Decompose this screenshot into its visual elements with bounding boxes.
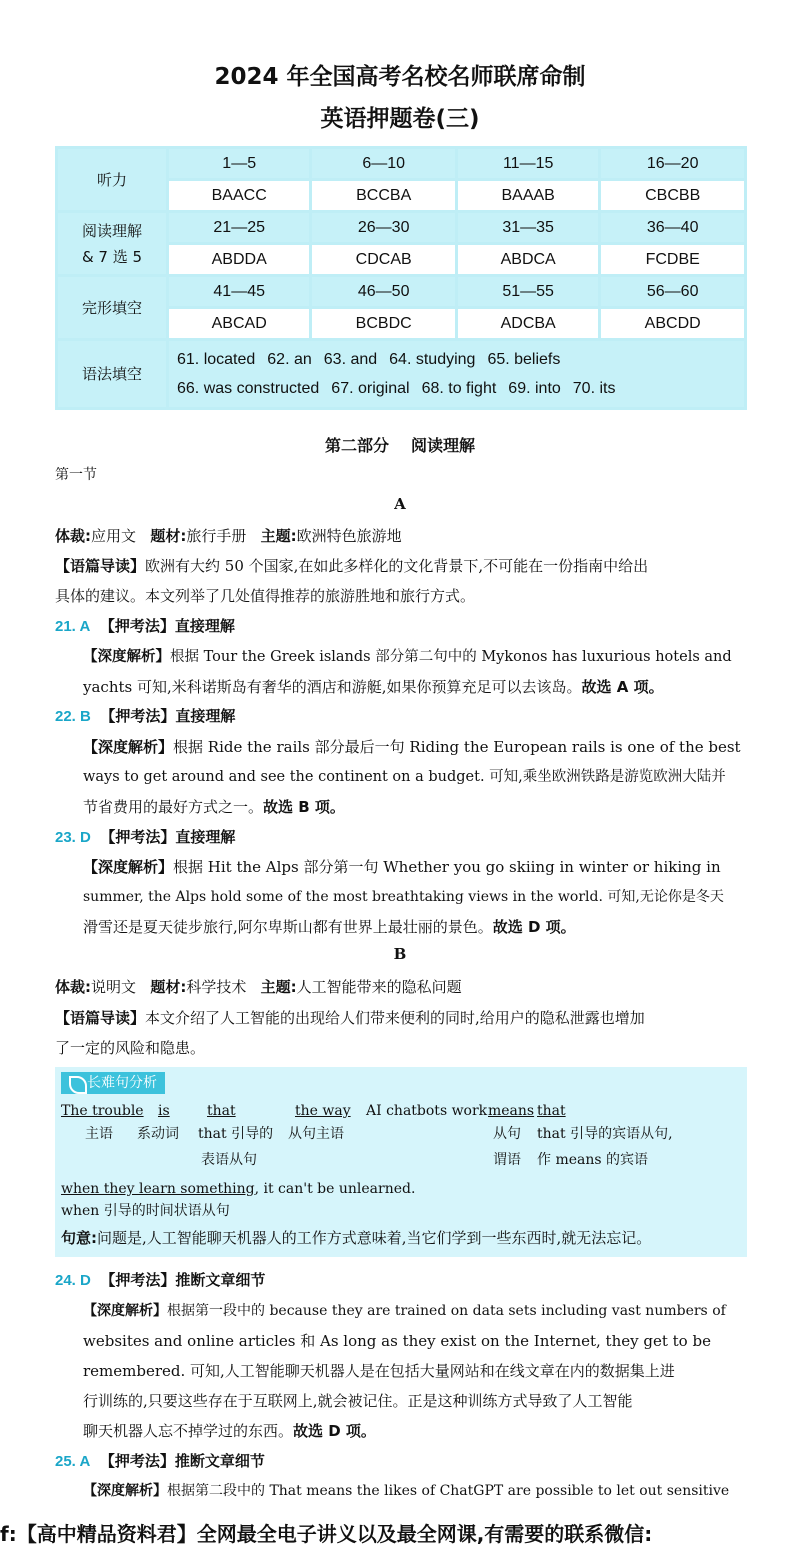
passage-meta — [55, 975, 745, 999]
meaning-label: 句意: — [61, 1229, 97, 1247]
question-number: 23. D — [55, 829, 91, 846]
answer-cell: BAAAB — [456, 180, 599, 212]
sentence-word: that — [537, 1103, 566, 1119]
analysis-25 — [83, 1479, 745, 1503]
analysis-text: 根据第二段中的 That means the likes of ChatGPT are possible to let out sensitive — [167, 1483, 730, 1499]
answer-cell: ABDDA — [168, 244, 311, 276]
section-heading: 第一节 — [55, 467, 97, 483]
grammar-answer: 67. original — [331, 380, 410, 397]
passage-letter-a: A — [394, 495, 406, 513]
meta-value: 说明文 — [91, 978, 137, 996]
analysis-label: 【深度解析】 — [83, 858, 174, 876]
analysis-text: 聊天机器人忘不掉学过的东西。 — [83, 1422, 294, 1440]
grammar-answer: 70. its — [572, 380, 616, 397]
analysis-label: 【深度解析】 — [83, 649, 170, 665]
cat-cloze: 完形填空 — [57, 276, 168, 340]
answer-conclusion: 故选 D 项。 — [492, 918, 576, 936]
sentence-meaning — [61, 1227, 651, 1248]
grammar-answer: 66. was constructed — [177, 380, 320, 397]
sentence-word: means — [488, 1103, 535, 1119]
leaf-icon — [69, 1076, 87, 1094]
range-cell: 26—30 — [311, 212, 457, 244]
sentence-word: AI chatbots work — [366, 1103, 488, 1119]
range-cell: 31—35 — [456, 212, 599, 244]
analysis-label: 【深度解析】 — [83, 738, 174, 756]
question-22 — [55, 704, 745, 729]
range-cell: 41—45 — [168, 276, 311, 308]
answer-cell: CDCAB — [311, 244, 457, 276]
sentence-word: is — [158, 1103, 170, 1119]
grammar-note: 系动词 — [137, 1126, 179, 1142]
grammar-answer: 62. an — [267, 351, 312, 368]
sentence-word: that — [207, 1103, 236, 1119]
analysis-label: 【深度解析】 — [83, 1483, 167, 1499]
grammar-note: 作 means 的宾语 — [537, 1152, 649, 1168]
intro-text: 欧洲有大约 50 个国家,在如此多样化的文化背景下,不可能在一份指南中给出 — [145, 557, 649, 575]
question-23 — [55, 825, 745, 850]
meta-key: 主题: — [260, 527, 297, 545]
answer-table — [55, 146, 747, 410]
analysis-23 — [83, 855, 745, 879]
analysis-24-cont3: 行训练的,只要这些存在于互联网上,就会被记住。正是这种训练方式导致了人工智能 — [83, 1392, 633, 1410]
grammar-note: 谓语 — [493, 1152, 521, 1168]
answer-cell: ABDCA — [456, 244, 599, 276]
method-label: 【押考法】直接理解 — [100, 707, 236, 725]
cat-reading-line1: 阅读理解 — [81, 221, 142, 240]
part-heading — [0, 433, 800, 456]
question-24 — [55, 1268, 745, 1293]
cat-reading-line2: & 7 选 5 — [81, 247, 143, 266]
grammar-answers — [168, 340, 746, 409]
meta-value: 欧洲特色旅游地 — [296, 527, 402, 545]
grammar-answer: 69. into — [508, 380, 561, 397]
grammar-note: 主语 — [85, 1126, 113, 1142]
sentence-word: the way — [295, 1103, 351, 1119]
range-cell: 11—15 — [456, 148, 599, 180]
sentence-word: The trouble — [61, 1103, 144, 1119]
passage-intro-cont: 了一定的风险和隐患。 — [55, 1039, 206, 1057]
analysis-label: 【深度解析】 — [83, 1303, 167, 1319]
meta-key: 题材: — [150, 527, 187, 545]
grammar-answer: 64. studying — [389, 351, 476, 368]
answer-cell: ADCBA — [456, 308, 599, 340]
meta-value: 应用文 — [91, 527, 137, 545]
grammar-answer: 65. beliefs — [487, 351, 561, 368]
method-label: 【押考法】推断文章细节 — [99, 1452, 265, 1470]
grammar-note: that 引导的宾语从句, — [537, 1126, 673, 1142]
footer-banner: f:【高中精品资料君】全网最全电子讲义以及最全网课,有需要的联系微信: — [0, 1522, 653, 1546]
analysis-text: 根据 Tour the Greek islands 部分第二句中的 Mykonos has luxurious hotels and — [170, 649, 732, 665]
sentence-analysis-box — [55, 1067, 747, 1257]
grammar-answer: 61. located — [177, 351, 256, 368]
range-cell: 1—5 — [168, 148, 311, 180]
analysis-text: 节省费用的最好方式之一。 — [83, 798, 264, 816]
grammar-note: 从句主语 — [288, 1126, 344, 1142]
range-cell: 36—40 — [600, 212, 746, 244]
analysis-text: yachts 可知,米科诺斯岛有奢华的酒店和游艇,如果你预算充足可以去该岛。 — [83, 678, 582, 696]
analysis-header — [61, 1072, 165, 1094]
question-number: 25. A — [55, 1453, 91, 1470]
answer-cell: BCBDC — [311, 308, 457, 340]
analysis-22 — [83, 735, 745, 759]
meaning-text: 问题是,人工智能聊天机器人的工作方式意味着,当它们学到一些东西时,就无法忘记。 — [97, 1229, 652, 1247]
intro-label: 【语篇导读】 — [55, 557, 146, 575]
analysis-text: 根据 Hit the Alps 部分第一句 Whether you go skiing in winter or hiking in — [173, 858, 721, 876]
question-25 — [55, 1449, 745, 1474]
sentence-clause — [61, 1181, 415, 1197]
question-number: 21. A — [55, 618, 91, 635]
analysis-23-cont2 — [83, 915, 745, 939]
answer-conclusion: 故选 B 项。 — [263, 798, 345, 816]
meta-value: 人工智能带来的隐私问题 — [296, 978, 462, 996]
meta-key: 体裁: — [55, 527, 91, 545]
analysis-24-cont4 — [83, 1419, 745, 1443]
analysis-header-text: 长难句分析 — [87, 1075, 157, 1091]
passage-intro — [55, 554, 745, 578]
analysis-text: 根据第一段中的 because they are trained on data sets including vast numbers of — [167, 1303, 726, 1319]
range-cell: 6—10 — [311, 148, 457, 180]
analysis-24-cont: websites and online articles 和 As long as they exist on the Internet, they get to be — [83, 1332, 711, 1350]
answer-cell: ABCDD — [600, 308, 746, 340]
grammar-answer: 63. and — [323, 351, 378, 368]
intro-text: 本文介绍了人工智能的出现给人们带来便利的同时,给用户的隐私泄露也增加 — [145, 1009, 645, 1027]
method-label: 【押考法】直接理解 — [99, 617, 235, 635]
analysis-22-cont2 — [83, 795, 745, 819]
grammar-answer: 68. to fight — [421, 380, 497, 397]
cat-listening: 听力 — [57, 148, 168, 212]
cat-reading — [57, 212, 168, 276]
range-cell: 16—20 — [600, 148, 746, 180]
meta-key: 体裁: — [55, 978, 91, 996]
analysis-22-cont: ways to get around and see the continent on a budget. 可知,乘坐欧洲铁路是游览欧洲大陆并 — [83, 769, 726, 785]
sentence-word: when they learn something — [61, 1181, 255, 1197]
grammar-note: 表语从句 — [201, 1152, 257, 1168]
analysis-24 — [83, 1299, 745, 1323]
grammar-note: that 引导的 — [198, 1126, 274, 1142]
question-number: 22. B — [55, 708, 91, 725]
question-21 — [55, 614, 745, 639]
analysis-23-cont: summer, the Alps hold some of the most breathtaking views in the world. 可知,无论你是冬天 — [83, 889, 724, 905]
exam-title: 2024 年全国高考名校名师联席命制 — [214, 64, 586, 90]
question-number: 24. D — [55, 1272, 91, 1289]
intro-label: 【语篇导读】 — [55, 1009, 146, 1027]
meta-value: 科学技术 — [186, 978, 247, 996]
answer-cell: FCDBE — [600, 244, 746, 276]
answer-cell: CBCBB — [600, 180, 746, 212]
meta-key: 题材: — [150, 978, 187, 996]
method-label: 【押考法】推断文章细节 — [100, 1271, 266, 1289]
analysis-text: 滑雪还是夏天徒步旅行,阿尔卑斯山都有世界上最壮丽的景色。 — [83, 918, 493, 936]
analysis-text: 根据 Ride the rails 部分最后一句 Riding the European rails is one of the best — [173, 738, 741, 756]
passage-intro-cont: 具体的建议。本文列举了几处值得推荐的旅游胜地和旅行方式。 — [55, 587, 476, 605]
analysis-21-cont — [83, 675, 745, 699]
range-cell: 21—25 — [168, 212, 311, 244]
range-cell: 56—60 — [600, 276, 746, 308]
answer-cell: BCCBA — [311, 180, 457, 212]
method-label: 【押考法】直接理解 — [100, 828, 236, 846]
meta-value: 旅行手册 — [186, 527, 247, 545]
part-name: 阅读理解 — [411, 436, 476, 455]
passage-letter-b: B — [393, 945, 407, 963]
analysis-24-cont2: remembered. 可知,人工智能聊天机器人是在包括大量网站和在线文章在内的数据集上进 — [83, 1362, 675, 1380]
passage-meta — [55, 524, 745, 548]
part-number: 第二部分 — [324, 436, 389, 455]
grammar-note: 从句 — [493, 1126, 521, 1142]
exam-subtitle: 英语押题卷(三) — [320, 106, 480, 132]
meta-key: 主题: — [260, 978, 297, 996]
cat-grammar: 语法填空 — [57, 340, 168, 409]
range-cell: 46—50 — [311, 276, 457, 308]
answer-conclusion: 故选 A 项。 — [581, 678, 664, 696]
sentence-word: , it can't be unlearned. — [254, 1181, 416, 1197]
answer-cell: BAACC — [168, 180, 311, 212]
range-cell: 51—55 — [456, 276, 599, 308]
answer-conclusion: 故选 D 项。 — [293, 1422, 376, 1440]
passage-intro — [55, 1006, 745, 1030]
analysis-21 — [83, 645, 745, 669]
answer-cell: ABCAD — [168, 308, 311, 340]
grammar-note: when 引导的时间状语从句 — [61, 1203, 230, 1219]
